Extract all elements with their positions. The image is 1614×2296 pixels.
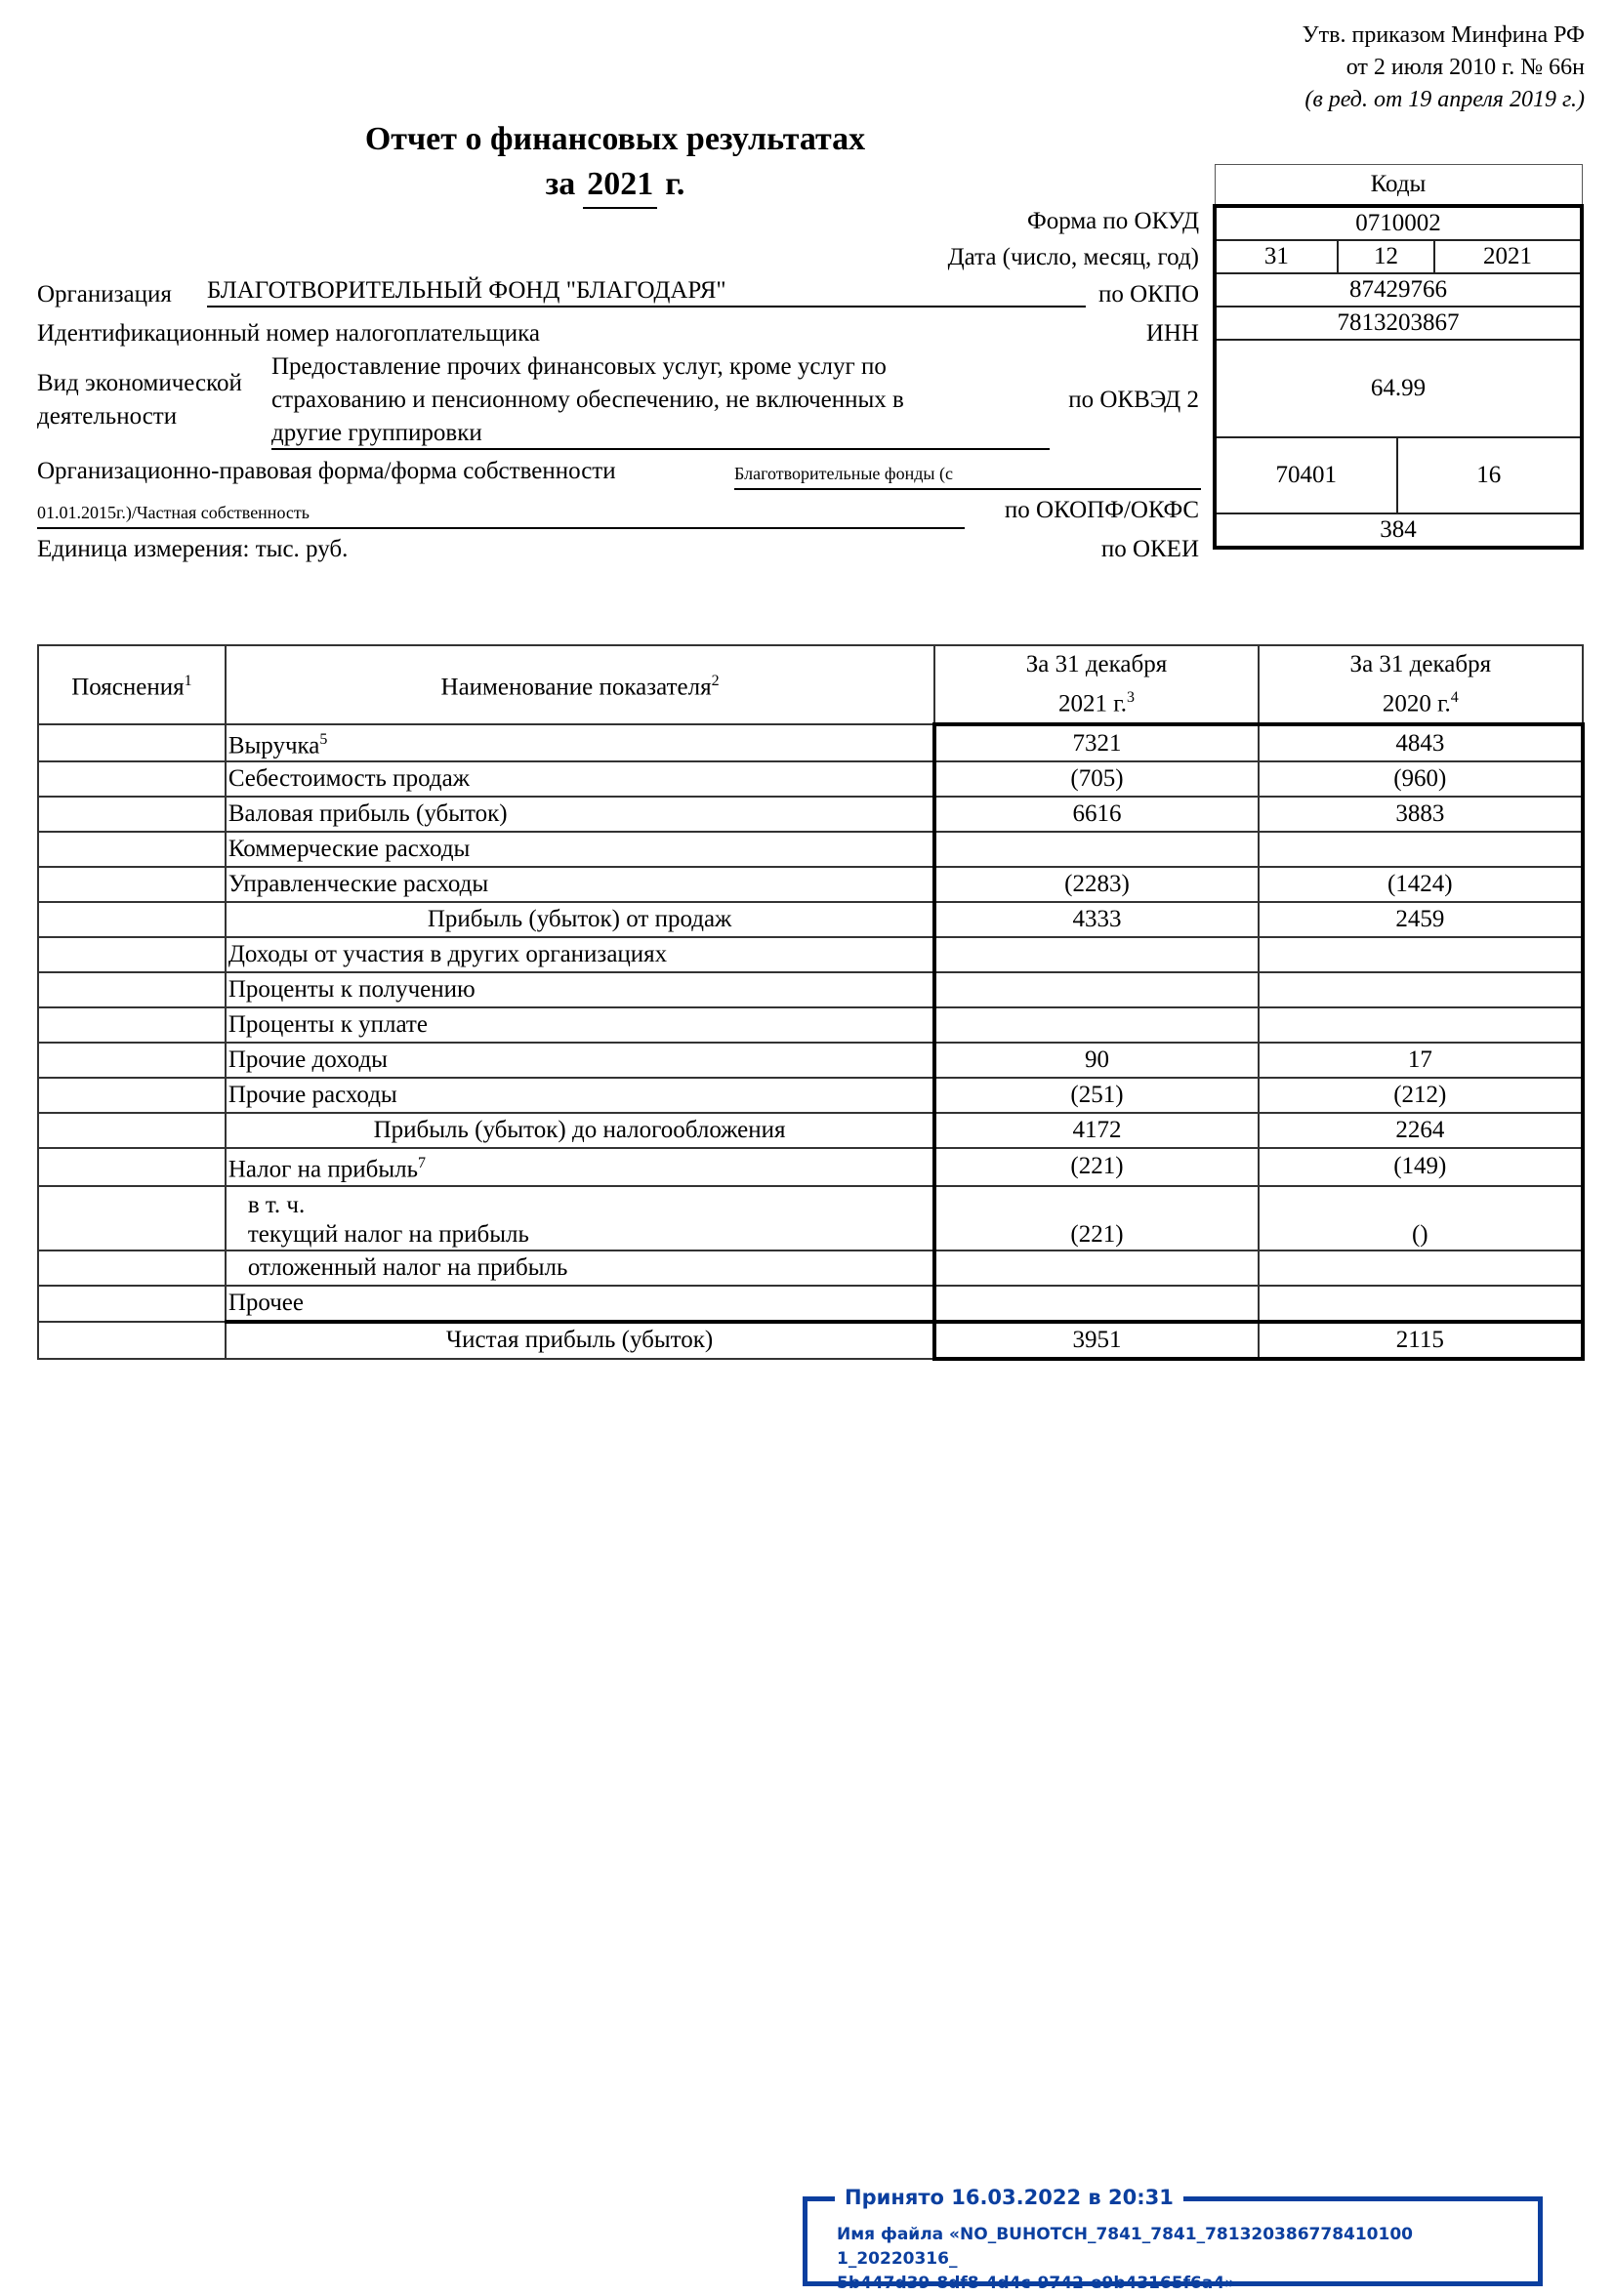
row-name: Прибыль (убыток) до налогообложения xyxy=(226,1113,935,1148)
table-row xyxy=(38,1148,1583,1185)
row-name: Доходы от участия в других организациях xyxy=(226,937,935,972)
row-name: Прибыль (убыток) от продаж xyxy=(226,902,935,937)
stamp-accepted: Принято 16.03.2022 в 20:31 xyxy=(835,2186,1183,2209)
table-row xyxy=(38,797,1583,832)
row-name: в т. ч. текущий налог на прибыль xyxy=(226,1186,935,1250)
okpo-code: 87429766 xyxy=(1215,273,1582,307)
activity-line-3: другие группировки xyxy=(271,419,1050,450)
row-value-2021: (251) xyxy=(934,1078,1258,1113)
org-name: БЛАГОТВОРИТЕЛЬНЫЙ ФОНД "БЛАГОДАРЯ" xyxy=(207,276,1086,308)
row-notes xyxy=(38,867,226,902)
title-year: 2021 xyxy=(583,162,657,209)
stamp-file-line-1: Имя файла «NO_BUHOTCH_7841_7841_781320386778410100 1_20220316_ xyxy=(837,2225,1413,2269)
row-value-2020 xyxy=(1259,832,1583,867)
okopf-code: 70401 xyxy=(1215,437,1397,513)
okved-label: по ОКВЭД 2 xyxy=(1068,387,1199,413)
row-value-2020 xyxy=(1259,937,1583,972)
table-row xyxy=(38,902,1583,937)
row-value-2020: (149) xyxy=(1259,1148,1583,1185)
header-2021: За 31 декабря 2021 г.$^3$ xyxy=(934,645,1258,724)
row-name: Проценты к уплате xyxy=(226,1007,935,1043)
row-notes xyxy=(38,724,226,761)
table-row xyxy=(38,724,1583,761)
row-notes xyxy=(38,1113,226,1148)
row-notes xyxy=(38,761,226,797)
legal-form-line-1: Благотворительные фонды (с xyxy=(734,459,1201,490)
row-value-2020 xyxy=(1259,1286,1583,1322)
legal-form-label: Организационно-правовая форма/форма собственности xyxy=(37,458,616,484)
row-notes xyxy=(38,797,226,832)
row-value-2021: (2283) xyxy=(934,867,1258,902)
date-month: 12 xyxy=(1338,240,1434,273)
row-name: Коммерческие расходы xyxy=(226,832,935,867)
row-value-2020: 2264 xyxy=(1259,1113,1583,1148)
row-notes xyxy=(38,937,226,972)
table-row xyxy=(38,1007,1583,1043)
table-row xyxy=(38,1113,1583,1148)
row-value-2020: (1424) xyxy=(1259,867,1583,902)
row-notes xyxy=(38,1186,226,1250)
row-value-2021: 6616 xyxy=(934,797,1258,832)
stamp-filename xyxy=(837,2223,1538,2296)
codes-header: Коды xyxy=(1215,165,1582,207)
table-row xyxy=(38,972,1583,1007)
row-name: Выручка$^5$ xyxy=(226,724,935,761)
okei-code: 384 xyxy=(1215,513,1582,548)
table-row xyxy=(38,1322,1583,1359)
title-line-1: Отчет о финансовых результатах xyxy=(364,121,866,157)
row-name: Налог на прибыль$^7$ xyxy=(226,1148,935,1185)
row-value-2020: 3883 xyxy=(1259,797,1583,832)
table-row xyxy=(38,1043,1583,1078)
row-value-2021: (221) xyxy=(934,1186,1258,1250)
row-notes xyxy=(38,1148,226,1185)
report-title xyxy=(332,117,898,209)
row-value-2021: 4333 xyxy=(934,902,1258,937)
financial-results-table xyxy=(37,644,1585,1361)
row-name: Проценты к получению xyxy=(226,972,935,1007)
row-name: Валовая прибыль (убыток) xyxy=(226,797,935,832)
row-value-2021: 90 xyxy=(934,1043,1258,1078)
approval-line-1: Утв. приказом Минфина РФ xyxy=(1302,22,1585,48)
table-row xyxy=(38,1078,1583,1113)
row-value-2021 xyxy=(934,1286,1258,1322)
row-notes xyxy=(38,1250,226,1286)
row-value-2020 xyxy=(1259,1007,1583,1043)
row-value-2021 xyxy=(934,972,1258,1007)
row-value-2020: 2115 xyxy=(1259,1322,1583,1359)
row-name: Прочее xyxy=(226,1286,935,1322)
row-value-2021: (705) xyxy=(934,761,1258,797)
table-row xyxy=(38,867,1583,902)
row-value-2021: (221) xyxy=(934,1148,1258,1185)
codes-table xyxy=(1213,164,1584,550)
title-line-2 xyxy=(332,162,898,209)
table-row xyxy=(38,1186,1583,1250)
row-name: Чистая прибыль (убыток) xyxy=(226,1322,935,1359)
okfs-code: 16 xyxy=(1397,437,1582,513)
title-prefix: за xyxy=(545,166,576,202)
row-value-2021: 3951 xyxy=(934,1322,1258,1359)
table-header-row xyxy=(38,645,1583,724)
table-row xyxy=(38,1286,1583,1322)
activity-line-2: страхованию и пенсионному обеспечению, не включенных в xyxy=(271,387,904,413)
row-value-2020 xyxy=(1259,972,1583,1007)
okud-label: Форма по ОКУД xyxy=(1027,208,1199,234)
org-label: Организация xyxy=(37,281,172,308)
row-value-2020: () xyxy=(1259,1186,1583,1250)
row-notes xyxy=(38,972,226,1007)
row-name: Прочие доходы xyxy=(226,1043,935,1078)
row-value-2021 xyxy=(934,832,1258,867)
date-label: Дата (число, месяц, год) xyxy=(947,244,1199,270)
inn-code-label: ИНН xyxy=(1145,320,1199,347)
acceptance-stamp xyxy=(803,2186,1543,2293)
row-value-2021 xyxy=(934,1007,1258,1043)
date-day: 31 xyxy=(1215,240,1338,273)
row-notes xyxy=(38,902,226,937)
row-value-2021: 7321 xyxy=(934,724,1258,761)
inn-code: 7813203867 xyxy=(1215,307,1582,340)
row-notes xyxy=(38,1078,226,1113)
row-value-2020 xyxy=(1259,1250,1583,1286)
date-year: 2021 xyxy=(1434,240,1582,273)
activity-label-1: Вид экономической xyxy=(37,370,242,396)
okud-code: 0710002 xyxy=(1215,206,1582,240)
row-value-2020: 17 xyxy=(1259,1043,1583,1078)
approval-line-2: от 2 июля 2010 г. № 66н xyxy=(1345,55,1585,80)
unit-label: Единица измерения: тыс. руб. xyxy=(37,536,349,562)
stamp-file-line-2: 5b447d39-8df8-4d4c-9742-e9b43165f6a4» xyxy=(837,2274,1236,2293)
row-notes xyxy=(38,1286,226,1322)
okpo-label: по ОКПО xyxy=(1098,281,1199,308)
row-notes xyxy=(38,1322,226,1359)
table-row xyxy=(38,1250,1583,1286)
header-notes: Пояснения$^1$ xyxy=(38,645,226,724)
row-value-2020: (212) xyxy=(1259,1078,1583,1113)
row-value-2021: 4172 xyxy=(934,1113,1258,1148)
row-notes xyxy=(38,832,226,867)
row-value-2021 xyxy=(934,937,1258,972)
row-value-2021 xyxy=(934,1250,1258,1286)
approval-note xyxy=(1303,20,1585,116)
title-suffix: г. xyxy=(665,166,685,202)
table-row xyxy=(38,761,1583,797)
row-notes xyxy=(38,1043,226,1078)
row-name: Себестоимость продаж xyxy=(226,761,935,797)
approval-line-3: (в ред. от 19 апреля 2019 г.) xyxy=(1304,87,1585,112)
activity-label-2: деятельности xyxy=(37,403,178,430)
inn-label: Идентификационный номер налогоплательщика xyxy=(37,320,541,347)
table-row xyxy=(38,832,1583,867)
okei-label: по ОКЕИ xyxy=(1100,536,1199,562)
row-value-2020: 2459 xyxy=(1259,902,1583,937)
row-value-2020: (960) xyxy=(1259,761,1583,797)
row-value-2020: 4843 xyxy=(1259,724,1583,761)
header-2020: За 31 декабря 2020 г.$^4$ xyxy=(1259,645,1583,724)
table-row xyxy=(38,937,1583,972)
legal-form-line-2: 01.01.2015г.)/Частная собственность xyxy=(37,498,965,529)
okved-code: 64.99 xyxy=(1215,340,1582,437)
activity-line-1: Предоставление прочих финансовых услуг, кроме услуг по xyxy=(271,353,887,380)
row-notes xyxy=(38,1007,226,1043)
row-name: Прочие расходы xyxy=(226,1078,935,1113)
okopf-label: по ОКОПФ/ОКФС xyxy=(1004,497,1199,523)
row-name: отложенный налог на прибыль xyxy=(226,1250,935,1286)
row-name: Управленческие расходы xyxy=(226,867,935,902)
header-name: Наименование показателя$^2$ xyxy=(226,645,935,724)
